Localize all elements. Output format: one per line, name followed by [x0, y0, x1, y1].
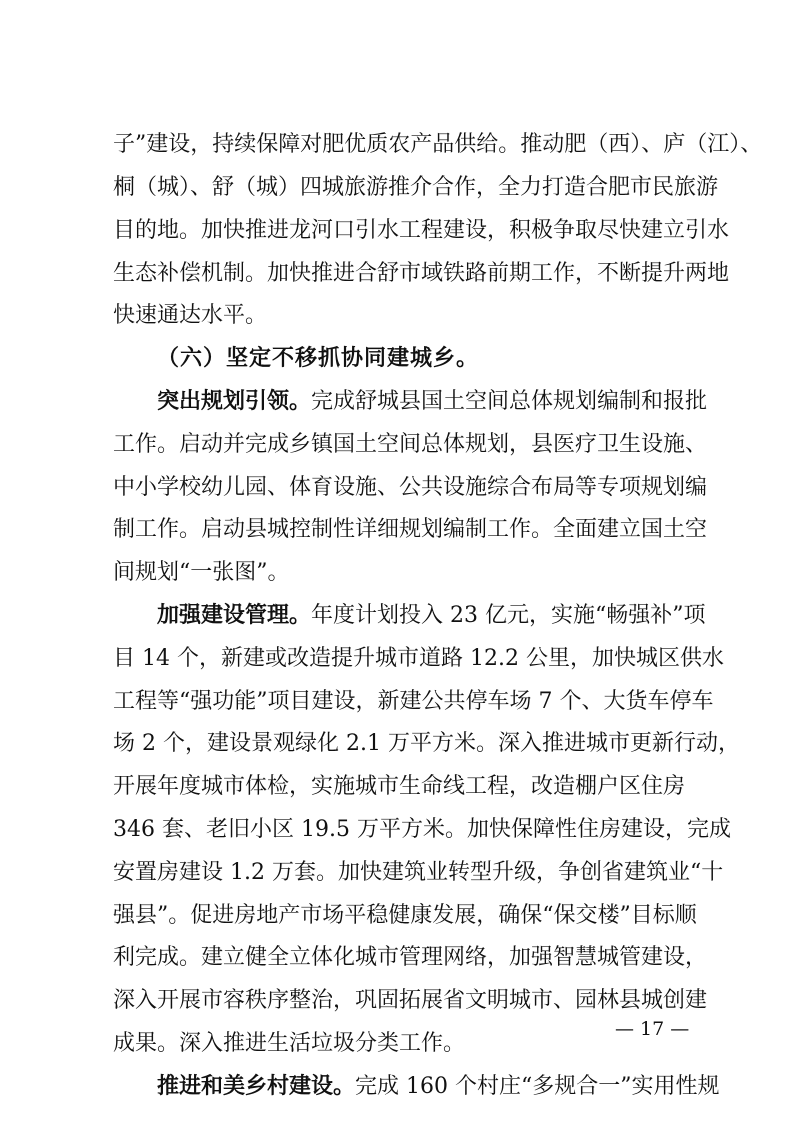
body-line: 制工作。启动县城控制性详细规划编制工作。全面建立国土空	[113, 517, 708, 542]
paragraph-text: 完成 160 个村庄“多规合一”实用性规	[355, 1074, 720, 1099]
body-line: 346 套、老旧小区 19.5 万平方米。加快保障性住房建设，完成	[113, 817, 731, 842]
body-line: 场 2 个，建设景观绿化 2.1 万平方米。深入推进城市更新行动，	[113, 731, 740, 756]
paragraph-text: 年度计划投入 23 亿元，实施“畅强补”项	[311, 603, 706, 628]
body-line: 利完成。建立健全立体化城市管理网络，加强智慧城管建设，	[113, 945, 708, 970]
paragraph-text: 完成舒城县国土空间总体规划编制和报批	[311, 389, 708, 414]
body-line: 强县”。促进房地产市场平稳健康发展，确保“保交楼”目标顺	[113, 903, 697, 928]
paragraph-first-line	[157, 1069, 720, 1105]
body-line: 子”建设，持续保障对肥优质农产品供给。推动肥（西）、庐（江）、	[113, 132, 763, 157]
paragraph-first-line	[157, 598, 706, 634]
paragraph-lead: 推进和美乡村建设。	[157, 1074, 356, 1099]
body-line: 目的地。加快推进龙河口引水工程建设，积极争取尽快建立引水	[113, 218, 730, 243]
body-line: 工作。启动并完成乡镇国土空间总体规划，县医疗卫生设施、	[113, 432, 708, 457]
body-line: 生态补偿机制。加快推进合舒市域铁路前期工作，不断提升两地	[113, 261, 730, 286]
page-number: — 17 —	[615, 1018, 690, 1040]
body-line: 成果。深入推进生活垃圾分类工作。	[113, 1031, 466, 1056]
body-line: 安置房建设 1.2 万套。加快建筑业转型升级，争创省建筑业“十	[113, 860, 724, 885]
body-line: 桐（城）、舒（城）四城旅游推介合作，全力打造合肥市民旅游	[113, 175, 719, 200]
paragraph-first-line	[157, 384, 708, 420]
body-line: 目 14 个，新建或改造提升城市道路 12.2 公里，加快城区供水	[113, 646, 724, 671]
body-line: 中小学校幼儿园、体育设施、公共设施综合布局等专项规划编	[113, 475, 708, 500]
body-line: 间规划“一张图”。	[113, 560, 290, 585]
section-heading: （六）坚定不移抓协同建城乡。	[157, 346, 480, 371]
body-line: 开展年度城市体检，实施城市生命线工程，改造棚户区住房	[113, 774, 686, 799]
body-line: 快速通达水平。	[113, 303, 268, 328]
body-line: 深入开展市容秩序整治，巩固拓展省文明城市、园林县城创建	[113, 988, 708, 1013]
body-line: 工程等“强功能”项目建设，新建公共停车场 7 个、大货车停车	[113, 689, 714, 714]
paragraph-lead: 加强建设管理。	[157, 603, 312, 628]
paragraph-lead: 突出规划引领。	[157, 389, 312, 414]
